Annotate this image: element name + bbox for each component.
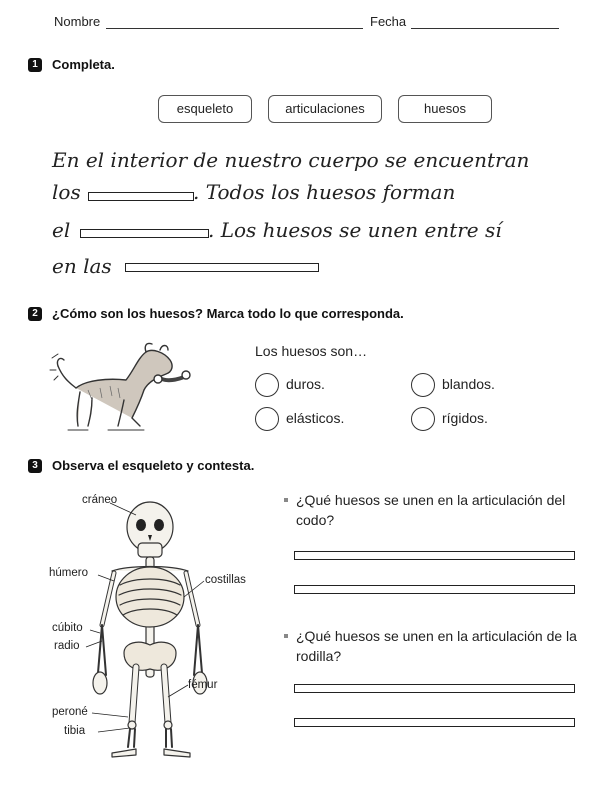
options-prompt: Los huesos son… bbox=[255, 343, 368, 359]
blank-1[interactable] bbox=[88, 192, 194, 201]
option-label-duros: duros. bbox=[286, 376, 325, 392]
answer-q1-line-1[interactable] bbox=[294, 551, 575, 560]
option-label-elasticos: elásticos. bbox=[286, 410, 345, 426]
label-craneo: cráneo bbox=[82, 494, 118, 506]
exercise-2-title: ¿Cómo son los huesos? Marca todo lo que corresponda. bbox=[52, 306, 404, 321]
option-label-blandos: blandos. bbox=[442, 376, 495, 392]
blank-3[interactable] bbox=[125, 263, 319, 272]
exercise-number-2: 2 bbox=[28, 307, 42, 321]
label-cubito: cúbito bbox=[52, 622, 83, 634]
checkbox-rigidos[interactable] bbox=[411, 407, 435, 431]
label-radio: radio bbox=[54, 640, 80, 652]
name-field[interactable] bbox=[106, 28, 363, 29]
sentence-line-3-end: . Los huesos se unen entre sí bbox=[208, 218, 502, 242]
word-box-articulaciones: articulaciones bbox=[268, 95, 382, 123]
blank-2[interactable] bbox=[80, 229, 209, 238]
date-label: Fecha bbox=[370, 14, 407, 29]
checkbox-duros[interactable] bbox=[255, 373, 279, 397]
answer-q2-line-1[interactable] bbox=[294, 684, 575, 693]
question-1: ¿Qué huesos se unen en la articulación del codo? bbox=[296, 492, 566, 528]
sentence-line-2-end: . Todos los huesos forman bbox=[193, 180, 456, 204]
exercise-number-1: 1 bbox=[28, 58, 42, 72]
option-label-rigidos: rígidos. bbox=[442, 410, 488, 426]
answer-q1-line-2[interactable] bbox=[294, 585, 575, 594]
question-2: ¿Qué huesos se unen en la articulación de la rodilla? bbox=[296, 628, 577, 664]
bullet-q2 bbox=[284, 634, 288, 638]
sentence-line-3-start: el bbox=[52, 218, 71, 242]
answer-q2-line-2[interactable] bbox=[294, 718, 575, 727]
checkbox-elasticos[interactable] bbox=[255, 407, 279, 431]
date-field[interactable] bbox=[411, 28, 559, 29]
label-humero: húmero bbox=[49, 567, 88, 579]
name-label: Nombre bbox=[54, 14, 101, 29]
sentence-line-1: En el interior de nuestro cuerpo se encuentran bbox=[52, 148, 530, 172]
checkbox-blandos[interactable] bbox=[411, 373, 435, 397]
label-tibia: tibia bbox=[64, 725, 86, 737]
exercise-1-title: Completa. bbox=[52, 57, 115, 72]
word-box-esqueleto: esqueleto bbox=[158, 95, 252, 123]
label-costillas: costillas bbox=[205, 574, 246, 586]
sentence-line-4-start: en las bbox=[52, 254, 112, 278]
label-femur: fémur bbox=[188, 679, 218, 691]
exercise-number-3: 3 bbox=[28, 459, 42, 473]
sentence-line-2-start: los bbox=[52, 180, 81, 204]
bullet-q1 bbox=[284, 498, 288, 502]
label-perone: peroné bbox=[52, 706, 88, 718]
dog-with-bone-illustration bbox=[48, 340, 198, 435]
exercise-3-title: Observa el esqueleto y contesta. bbox=[52, 458, 255, 473]
word-box-huesos: huesos bbox=[398, 95, 492, 123]
